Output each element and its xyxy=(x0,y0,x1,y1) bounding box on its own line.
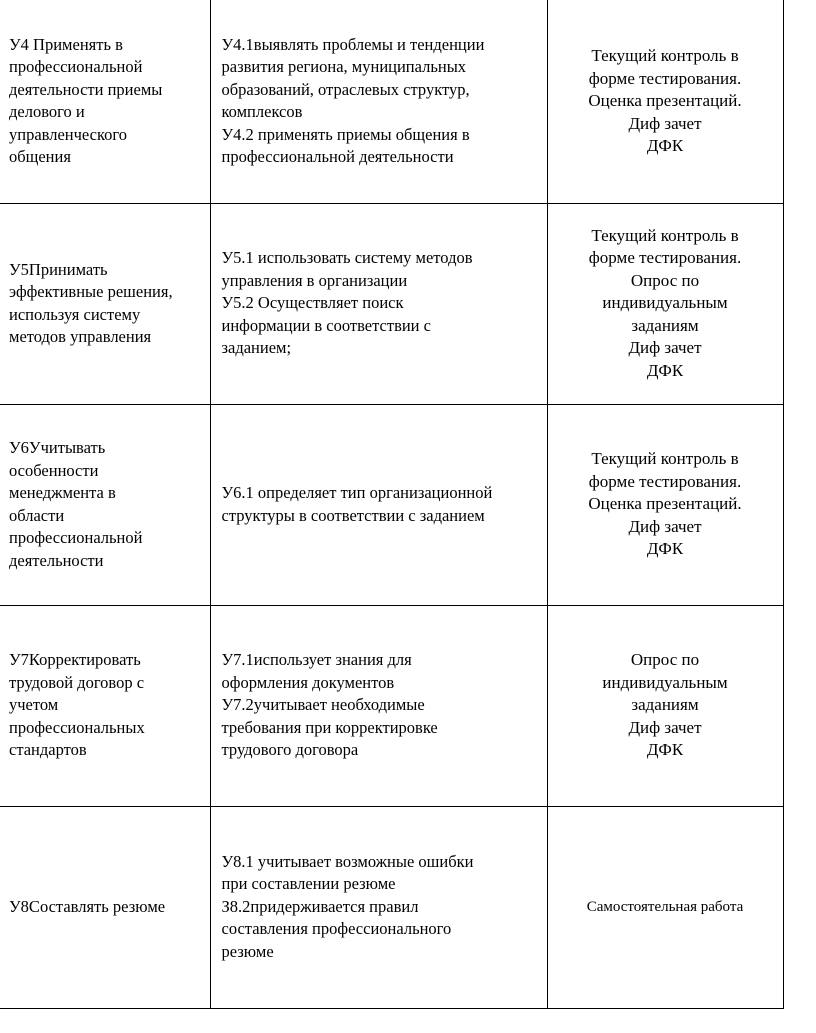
assessment-cell xyxy=(547,806,783,1008)
indicators-text: У7.1использует знания для оформления документов У7.2учитывает необходимые требования при корректировке трудового договора xyxy=(221,650,438,760)
assessment-text: Текущий контроль в форме тестирования. Опрос по индивидуальным заданиям Диф зачет ДФК xyxy=(588,225,742,380)
assessment-cell xyxy=(547,203,783,404)
assessment-cell xyxy=(547,605,783,806)
table-row xyxy=(0,0,783,203)
indicators-cell xyxy=(210,0,547,203)
assessment-text: Самостоятельная работа xyxy=(586,898,744,915)
indicators-text: У5.1 использовать систему методов управления в организации У5.2 Осуществляет поиск информации в соответствии с заданием; xyxy=(221,248,473,358)
skill-text: У4 Применять в профессиональной деятельности приемы делового и управленческого общения xyxy=(9,34,163,167)
skill-cell xyxy=(0,806,210,1008)
indicators-text: У8.1 учитывает возможные ошибки при составлении резюме З8.2придерживается правил составления профессионального резюме xyxy=(221,851,474,961)
table-row xyxy=(0,203,783,404)
indicators-cell xyxy=(210,404,547,605)
indicators-text: У6.1 определяет тип организационной структуры в соответствии с заданием xyxy=(221,483,493,525)
indicators-cell xyxy=(210,806,547,1008)
assessment-text: Текущий контроль в форме тестирования. Оценка презентаций. Диф зачет ДФК xyxy=(588,449,742,559)
skill-cell xyxy=(0,404,210,605)
skill-text: У7Корректировать трудовой договор с учетом профессиональных стандартов xyxy=(9,650,145,760)
assessment-text: Текущий контроль в форме тестирования. Оценка презентаций. Диф зачет ДФК xyxy=(588,46,742,155)
assessment-cell xyxy=(547,404,783,605)
skill-text: У6Учитывать особенности менеджмента в области профессиональной деятельности xyxy=(9,438,143,570)
indicators-text: У4.1выявлять проблемы и тенденции развития региона, муниципальных образований, отраслевых структур, комплексов У4.2 применять приемы общения в профессиональной деятельности xyxy=(221,34,485,167)
indicators-cell xyxy=(210,203,547,404)
table-row xyxy=(0,806,783,1008)
skill-text: У8Составлять резюме xyxy=(9,896,166,916)
skill-text: У5Принимать эффективные решения, используя систему методов управления xyxy=(9,259,173,346)
table-row xyxy=(0,605,783,806)
skill-cell xyxy=(0,0,210,203)
table-row xyxy=(0,404,783,605)
assessment-text: Опрос по индивидуальным заданиям Диф зачет ДФК xyxy=(602,650,728,760)
indicators-cell xyxy=(210,605,547,806)
skill-cell xyxy=(0,605,210,806)
skill-cell xyxy=(0,203,210,404)
assessment-cell xyxy=(547,0,783,203)
